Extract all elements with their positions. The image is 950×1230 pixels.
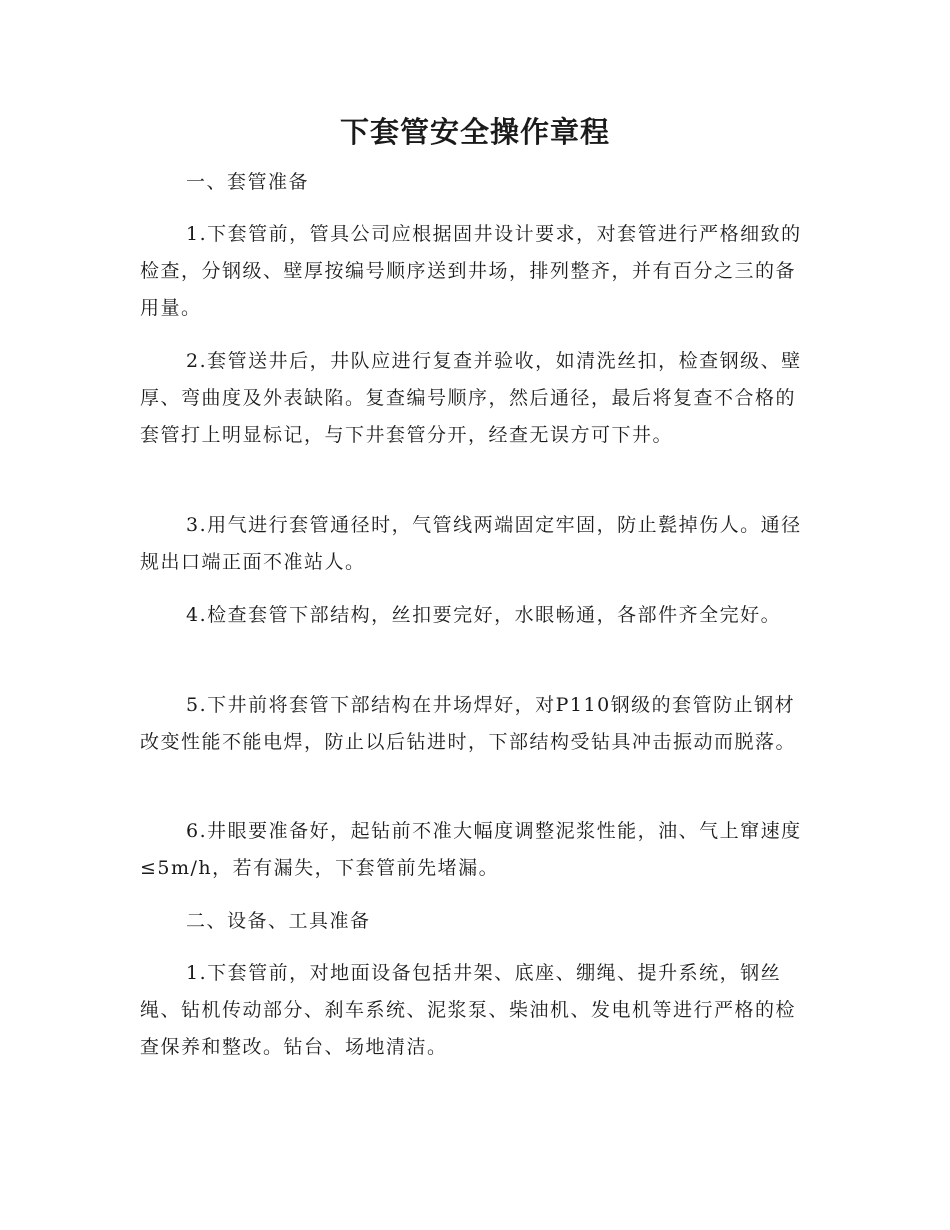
section-heading-2: 二、设备、工具准备 [186,910,371,932]
document-title: 下套管安全操作章程 [339,115,610,149]
paragraph-1-1: 1.下套管前，管具公司应根据固井设计要求，对套管进行严格细致的检查，分钢级、壁厚按编号顺序送到井场，排列整齐，并有百分之三的备用量。 [140,223,802,319]
section-heading-1: 一、套管准备 [186,171,310,193]
paragraph-1-6: 6.井眼要准备好，起钻前不准大幅度调整泥浆性能，油、气上窜速度≤5m/h，若有漏失，下套管前先堵漏。 [140,820,802,879]
paragraph-2-1: 1.下套管前，对地面设备包括井架、底座、绷绳、提升系统，钢丝绳、钻机传动部分、刹车系统、泥浆泵、柴油机、发电机等进行严格的检查保养和整改。钻台、场地清洁。 [140,962,797,1058]
paragraph-1-5: 5.下井前将套管下部结构在井场焊好，对P110钢级的套管防止钢材改变性能不能电焊，防止以后钻进时，下部结构受钻具冲击振动而脱落。 [140,694,797,753]
paragraph-1-3: 3.用气进行套管通径时，气管线两端固定牢固，防止甏掉伤人。通径规出口端正面不准站人。 [140,514,802,573]
paragraph-1-4: 4.检查套管下部结构，丝扣要完好，水眼畅通，各部件齐全完好。 [186,604,782,626]
paragraph-1-2: 2.套管送井后，井队应进行复查并验收，如清洗丝扣，检查钢级、壁厚、弯曲度及外表缺陷。复查编号顺序，然后通径，最后将复查不合格的套管打上明显标记，与下井套管分开，经查无误方可下井。 [140,350,802,446]
